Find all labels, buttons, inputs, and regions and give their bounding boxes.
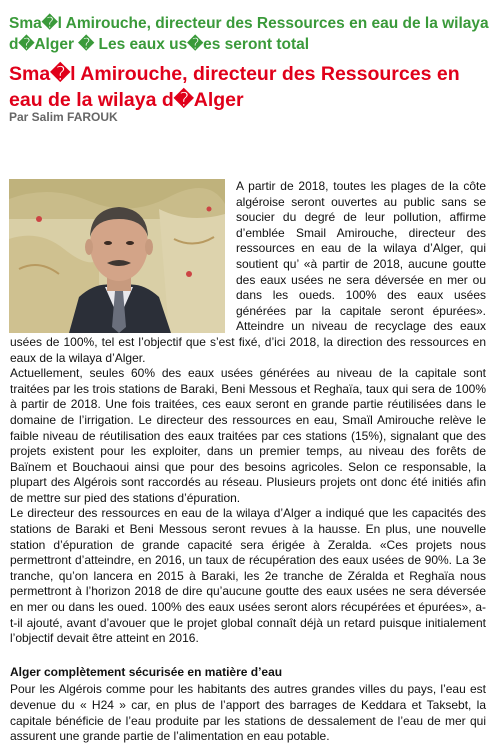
article-headline: Sma�l Amirouche, directeur des Ressources en eau de la wilaya d�Alger	[9, 63, 460, 111]
body-paragraph: Le directeur des ressources en eau de la wilaya d’Alger a indiqué que les capacités des stations de Baraki et Beni Messous seront revues à la hausse. En plus, une nouvelle station d’épuration de grande capacité sera érigée à Zeralda. «Ces projets nous permettront d’atteindre, en 2016, un taux de récupération des eaux usées de 90%. La 3e tranche, qu’on lancera en 2015 à Baraki, les 2e tranche de Zéralda et Reghaïa nous permettront à l’horizon 2018 de dire qu’aucune goutte des eaux usées ne sera déversée en mer ou dans les oued. 100% des eaux usées seront alors récupérées et épurées», a-t-il ajouté, avant d’avouer que le projet global connaît déjà un retard puisque initialement l’objectif devait être atteint en 2016.	[10, 506, 486, 646]
photo-spacer	[10, 179, 236, 333]
body-paragraph: Actuellement, seules 60% des eaux usées générées au niveau de la capitale sont traitées par les trois stations de Baraki, Beni Messous et Reghaïa, taux qui sera de 100% à partir de 2018. Une fois traitées, ces eaux seront en grande partie réutilisées dans le domaine de l’irrigation. Le directeur des ressources en eau, Smaïl Amirouche relève le faible niveau de réutilisation des eaux traitées par ces stations (15%), signalant que des projets existent pour les exploiter, dans un premier temps, au niveau des forêts de Baïnem et Bouchaoui ainsi que pour des besoins agricoles. Selon ce responsable, la plupart des Algérois sont raccordés au réseau. Plusieurs projets ont donc été initiés afin de mettre sur pied des stations d’épuration.	[10, 366, 486, 505]
article-kicker: Sma�l Amirouche, directeur des Ressources en eau de la wilaya d�Alger � Les eaux us�es seront total	[9, 15, 489, 53]
article-byline: Par Salim FAROUK	[9, 110, 118, 124]
section-subheading: Alger complètement sécurisée en matière d’eau	[10, 664, 283, 679]
article-body	[10, 179, 486, 745]
body-paragraph: Pour les Algérois comme pour les habitants des autres grandes villes du pays, l’eau est devenue du « H24 » car, en plus de l’apport des barrages de Keddara et Taksebt, la capitale bénéficie de l’eau produite par les stations de dessalement de l’eau de mer qui assurent une grande partie de l’alimentation en eau potable.	[10, 682, 486, 744]
body-paragraph: A partir de 2018, toutes les plages de la côte algéroise seront ouvertes au public sans se soucier du degré de leur pollution, affirme d’emblée Smail Amirouche, directeur des ressources en eau de la wilaya d’Alger, qui soutient qu’ «à partir de 2018, aucune goutte des eaux usées ne sera déversée en mer ou dans les oueds. 100% des eaux usées générées par la capitale seront épurées». Atteindre un niveau de recyclage des eaux usées de 100%, tel est l’objectif que s’est fixé, d’ici 2018, la direction des ressources en eaux de la wilaya d’Alger.	[10, 179, 486, 365]
